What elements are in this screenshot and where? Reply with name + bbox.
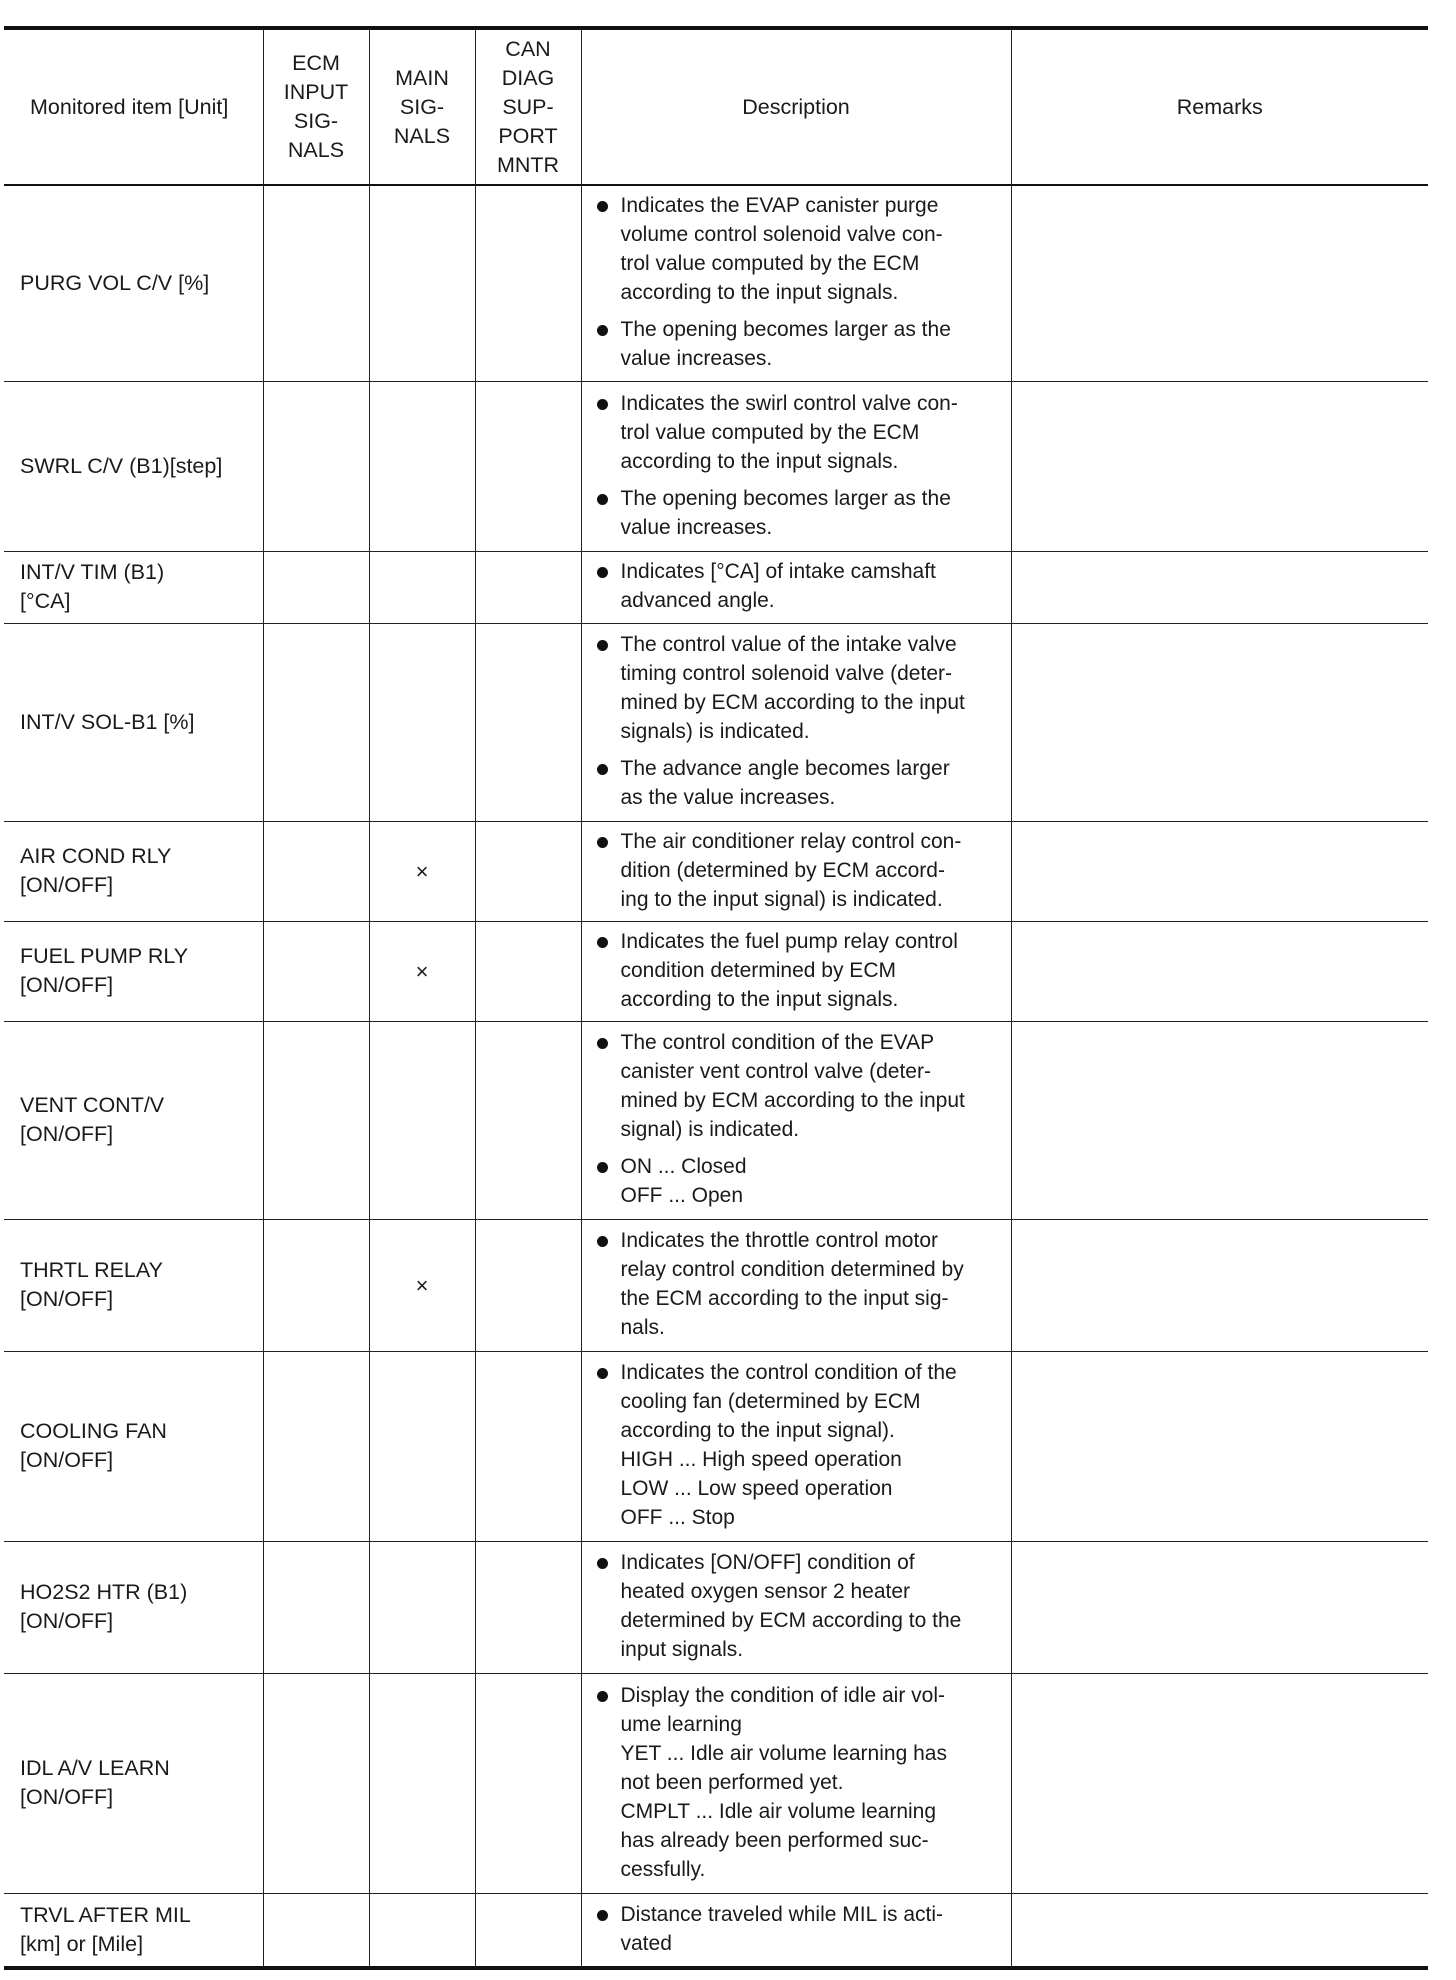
description-line: determined by ECM according to the xyxy=(620,1609,962,1632)
ecm-input-signals-cell xyxy=(263,1893,369,1968)
description-cell xyxy=(581,1673,1011,1893)
monitored-item-line: PURG VOL C/V [%] xyxy=(20,270,210,295)
description-cell xyxy=(581,381,1011,551)
monitored-item-line: [ON/OFF] xyxy=(20,1609,114,1633)
description-line: ume learning xyxy=(620,1712,742,1736)
description-bullet xyxy=(596,1681,1001,1884)
description-line: according to the input signals. xyxy=(620,281,899,305)
remarks-cell xyxy=(1011,1541,1428,1673)
description-bullet-list xyxy=(596,191,1001,373)
monitored-item-line: COOLING FAN xyxy=(20,1419,167,1443)
table-row xyxy=(4,1673,1428,1893)
can-diag-support-cell xyxy=(475,1893,581,1968)
description-line: Distance traveled while MIL is acti- xyxy=(620,1902,944,1926)
description-cell xyxy=(581,551,1011,623)
description-line: relay control condition determined by xyxy=(620,1258,964,1281)
description-bullet-list xyxy=(596,1548,1001,1664)
main-signals-cell: × xyxy=(369,1219,475,1351)
can-diag-support-cell xyxy=(475,1351,581,1541)
table-row xyxy=(4,185,1428,381)
monitored-item-line: THRTL RELAY xyxy=(20,1258,163,1282)
header-monitored-item: Monitored item [Unit] xyxy=(4,28,263,185)
ecm-input-signals-cell xyxy=(263,623,369,821)
description-line: trol value computed by the ECM xyxy=(620,420,920,444)
header-description: Description xyxy=(581,28,1011,185)
description-line: The control condition of the EVAP xyxy=(620,1031,935,1054)
header-line: SUP- xyxy=(502,94,554,119)
main-signals-cell xyxy=(369,623,475,821)
header-line: DIAG xyxy=(501,65,555,90)
description-line: Indicates the swirl control valve con- xyxy=(620,391,958,415)
description-bullet xyxy=(596,754,1001,812)
ecm-input-signals-cell xyxy=(263,821,369,921)
description-bullet xyxy=(596,315,1001,373)
description-cell xyxy=(581,1541,1011,1673)
header-can-diag-support-mntr xyxy=(475,28,581,185)
remarks-cell xyxy=(1011,1893,1428,1968)
remarks-cell xyxy=(1011,1219,1428,1351)
description-line: The air conditioner relay control con- xyxy=(620,829,962,853)
can-diag-support-cell xyxy=(475,623,581,821)
ecm-input-signals-cell xyxy=(263,1541,369,1673)
description-bullet xyxy=(596,1028,1001,1144)
description-bullet xyxy=(596,484,1001,542)
description-bullet xyxy=(596,1900,1001,1958)
main-signals-cell xyxy=(369,551,475,623)
remarks-cell xyxy=(1011,1673,1428,1893)
description-bullet xyxy=(596,389,1001,476)
header-line: SIG- xyxy=(399,94,445,119)
remarks-cell xyxy=(1011,821,1428,921)
table-row xyxy=(4,821,1428,921)
remarks-cell xyxy=(1011,381,1428,551)
table-row xyxy=(4,921,1428,1021)
description-line: according to the input signal). xyxy=(620,1419,895,1442)
description-bullet xyxy=(596,1548,1001,1664)
monitored-item-line: INT/V TIM (B1) xyxy=(20,560,165,584)
main-signals-cell xyxy=(369,1541,475,1673)
can-diag-support-cell xyxy=(475,1673,581,1893)
description-line: canister vent control valve (deter- xyxy=(620,1060,931,1083)
main-signals-cell xyxy=(369,381,475,551)
description-line: vated xyxy=(620,1931,672,1955)
description-line: LOW ... Low speed operation xyxy=(620,1477,893,1500)
description-line: condition determined by ECM xyxy=(620,958,896,982)
description-line: value increases. xyxy=(620,347,773,371)
monitored-item-cell xyxy=(4,623,263,821)
description-line: dition (determined by ECM accord- xyxy=(620,858,945,882)
description-line: trol value computed by the ECM xyxy=(620,252,920,276)
description-line: Indicates the throttle control motor xyxy=(620,1229,938,1252)
monitored-item-cell xyxy=(4,1893,263,1968)
table-row xyxy=(4,1541,1428,1673)
monitored-item-cell xyxy=(4,185,263,381)
description-bullet xyxy=(596,927,1001,1014)
monitored-item-line: INT/V SOL-B1 [%] xyxy=(20,709,195,734)
description-line: Indicates the fuel pump relay control xyxy=(620,929,958,953)
description-bullet-list xyxy=(596,630,1001,812)
description-line: according to the input signals. xyxy=(620,449,899,473)
description-cell xyxy=(581,1219,1011,1351)
description-line: The advance angle becomes larger xyxy=(620,757,950,780)
main-signals-cell xyxy=(369,1893,475,1968)
ecm-input-signals-cell xyxy=(263,1021,369,1219)
header-line: MNTR xyxy=(496,152,560,177)
description-bullet xyxy=(596,1358,1001,1532)
header-line: CAN xyxy=(505,36,551,61)
can-diag-support-cell xyxy=(475,1021,581,1219)
table-row xyxy=(4,1219,1428,1351)
monitored-item-cell xyxy=(4,1541,263,1673)
ecm-input-signals-cell xyxy=(263,921,369,1021)
description-line: The opening becomes larger as the xyxy=(620,486,951,510)
header-remarks: Remarks xyxy=(1011,28,1428,185)
table-body xyxy=(4,185,1428,1968)
description-line: cooling fan (determined by ECM xyxy=(620,1390,921,1413)
description-bullet-list xyxy=(596,1358,1001,1532)
description-line: YET ... Idle air volume learning has xyxy=(620,1741,947,1765)
monitored-item-line: FUEL PUMP RLY xyxy=(20,944,189,968)
monitored-item-cell xyxy=(4,821,263,921)
description-line: advanced angle. xyxy=(620,589,775,612)
description-line: the ECM according to the input sig- xyxy=(620,1287,949,1310)
table-row xyxy=(4,1021,1428,1219)
description-line: volume control solenoid valve con- xyxy=(620,223,943,247)
description-line: HIGH ... High speed operation xyxy=(620,1448,902,1471)
monitored-item-line: IDL A/V LEARN xyxy=(20,1756,170,1780)
ecm-input-signals-cell xyxy=(263,1351,369,1541)
monitored-item-line: [ON/OFF] xyxy=(20,1448,114,1472)
description-line: heated oxygen sensor 2 heater xyxy=(620,1580,911,1603)
monitor-item-table xyxy=(4,26,1428,1970)
ecm-input-signals-cell xyxy=(263,1219,369,1351)
main-signals-cell xyxy=(369,185,475,381)
description-line: Display the condition of idle air vol- xyxy=(620,1683,945,1707)
table-row xyxy=(4,551,1428,623)
main-signals-cell: × xyxy=(369,821,475,921)
main-signals-cell: × xyxy=(369,921,475,1021)
monitored-item-line: [ON/OFF] xyxy=(20,1785,114,1809)
description-cell xyxy=(581,623,1011,821)
description-cell xyxy=(581,1893,1011,1968)
description-bullet-list xyxy=(596,1900,1001,1958)
description-bullet-list xyxy=(596,1028,1001,1210)
header-line: SIG- xyxy=(293,109,339,133)
description-cell xyxy=(581,1021,1011,1219)
monitored-item-line: [ON/OFF] xyxy=(20,873,114,897)
description-line: Indicates [ON/OFF] condition of xyxy=(620,1551,915,1574)
description-bullet xyxy=(596,191,1001,307)
description-line: mined by ECM according to the input xyxy=(620,1089,965,1112)
main-signals-cell xyxy=(369,1351,475,1541)
remarks-cell xyxy=(1011,921,1428,1021)
monitored-item-cell xyxy=(4,551,263,623)
monitored-item-line: [km] or [Mile] xyxy=(20,1931,144,1956)
description-bullet xyxy=(596,827,1001,914)
header-line: INPUT xyxy=(283,80,349,104)
table-row xyxy=(4,623,1428,821)
description-bullet-list xyxy=(596,557,1001,615)
description-bullet-list xyxy=(596,389,1001,542)
description-line: not been performed yet. xyxy=(620,1770,844,1794)
monitored-item-line: [ON/OFF] xyxy=(20,973,114,997)
header-line: MAIN xyxy=(395,65,449,90)
description-line: The opening becomes larger as the xyxy=(620,318,951,342)
description-cell xyxy=(581,185,1011,381)
header-main-signals xyxy=(369,28,475,185)
monitored-item-cell xyxy=(4,381,263,551)
monitored-item-cell xyxy=(4,1219,263,1351)
table-row xyxy=(4,1893,1428,1968)
description-line: nals. xyxy=(620,1316,665,1339)
description-line: OFF ... Open xyxy=(620,1184,744,1207)
description-line: value increases. xyxy=(620,515,773,539)
description-line: mined by ECM according to the input xyxy=(620,691,965,714)
description-line: OFF ... Stop xyxy=(620,1506,735,1529)
data-monitor-page xyxy=(4,26,1428,1970)
description-line: Indicates the control condition of the xyxy=(620,1361,957,1384)
ecm-input-signals-cell xyxy=(263,185,369,381)
remarks-cell xyxy=(1011,1021,1428,1219)
monitored-item-cell xyxy=(4,921,263,1021)
monitored-item-line: SWRL C/V (B1)[step] xyxy=(20,453,223,478)
header-ecm-input-signals xyxy=(263,28,369,185)
description-bullet xyxy=(596,1226,1001,1342)
description-line: has already been performed suc- xyxy=(620,1828,929,1852)
description-bullet xyxy=(596,1152,1001,1210)
main-signals-cell xyxy=(369,1021,475,1219)
ecm-input-signals-cell xyxy=(263,381,369,551)
description-line: cessfully. xyxy=(620,1857,706,1881)
description-bullet-list xyxy=(596,1226,1001,1342)
table-header-row xyxy=(4,28,1428,185)
header-line: PORT xyxy=(498,123,558,148)
description-cell xyxy=(581,1351,1011,1541)
description-bullet xyxy=(596,630,1001,746)
monitored-item-cell xyxy=(4,1021,263,1219)
description-line: ing to the input signal) is indicated. xyxy=(620,887,943,911)
description-line: Indicates [°CA] of intake camshaft xyxy=(620,560,936,583)
description-line: Indicates the EVAP canister purge xyxy=(620,194,939,218)
monitored-item-line: [ON/OFF] xyxy=(20,1287,114,1311)
monitored-item-line: VENT CONT/V xyxy=(20,1093,165,1117)
monitored-item-line: [°CA] xyxy=(20,589,71,613)
ecm-input-signals-cell xyxy=(263,551,369,623)
remarks-cell xyxy=(1011,623,1428,821)
description-line: input signals. xyxy=(620,1638,744,1661)
description-bullet-list xyxy=(596,927,1001,1014)
remarks-cell xyxy=(1011,1351,1428,1541)
monitored-item-line: AIR COND RLY xyxy=(20,844,172,868)
description-bullet-list xyxy=(596,827,1001,914)
monitored-item-line: HO2S2 HTR (B1) xyxy=(20,1580,188,1604)
can-diag-support-cell xyxy=(475,185,581,381)
description-line: signal) is indicated. xyxy=(620,1118,800,1141)
description-bullet-list xyxy=(596,1681,1001,1884)
description-line: signals) is indicated. xyxy=(620,720,810,743)
can-diag-support-cell xyxy=(475,381,581,551)
description-line: as the value increases. xyxy=(620,786,836,809)
header-line: NALS xyxy=(287,138,345,162)
remarks-cell xyxy=(1011,185,1428,381)
description-line: timing control solenoid valve (deter- xyxy=(620,662,952,685)
can-diag-support-cell xyxy=(475,921,581,1021)
remarks-cell xyxy=(1011,551,1428,623)
description-cell xyxy=(581,921,1011,1021)
description-line: The control value of the intake valve xyxy=(620,633,957,656)
can-diag-support-cell xyxy=(475,1219,581,1351)
description-line: ON ... Closed xyxy=(620,1155,747,1178)
header-line: ECM xyxy=(292,51,340,75)
monitored-item-cell xyxy=(4,1673,263,1893)
table-row xyxy=(4,1351,1428,1541)
description-line: according to the input signals. xyxy=(620,987,899,1011)
table-row xyxy=(4,381,1428,551)
monitored-item-cell xyxy=(4,1351,263,1541)
description-line: CMPLT ... Idle air volume learning xyxy=(620,1799,937,1823)
main-signals-cell xyxy=(369,1673,475,1893)
monitored-item-line: TRVL AFTER MIL xyxy=(20,1902,191,1927)
can-diag-support-cell xyxy=(475,1541,581,1673)
ecm-input-signals-cell xyxy=(263,1673,369,1893)
can-diag-support-cell xyxy=(475,821,581,921)
monitored-item-line: [ON/OFF] xyxy=(20,1122,114,1146)
description-bullet xyxy=(596,557,1001,615)
header-line: NALS xyxy=(393,123,451,148)
can-diag-support-cell xyxy=(475,551,581,623)
description-cell xyxy=(581,821,1011,921)
